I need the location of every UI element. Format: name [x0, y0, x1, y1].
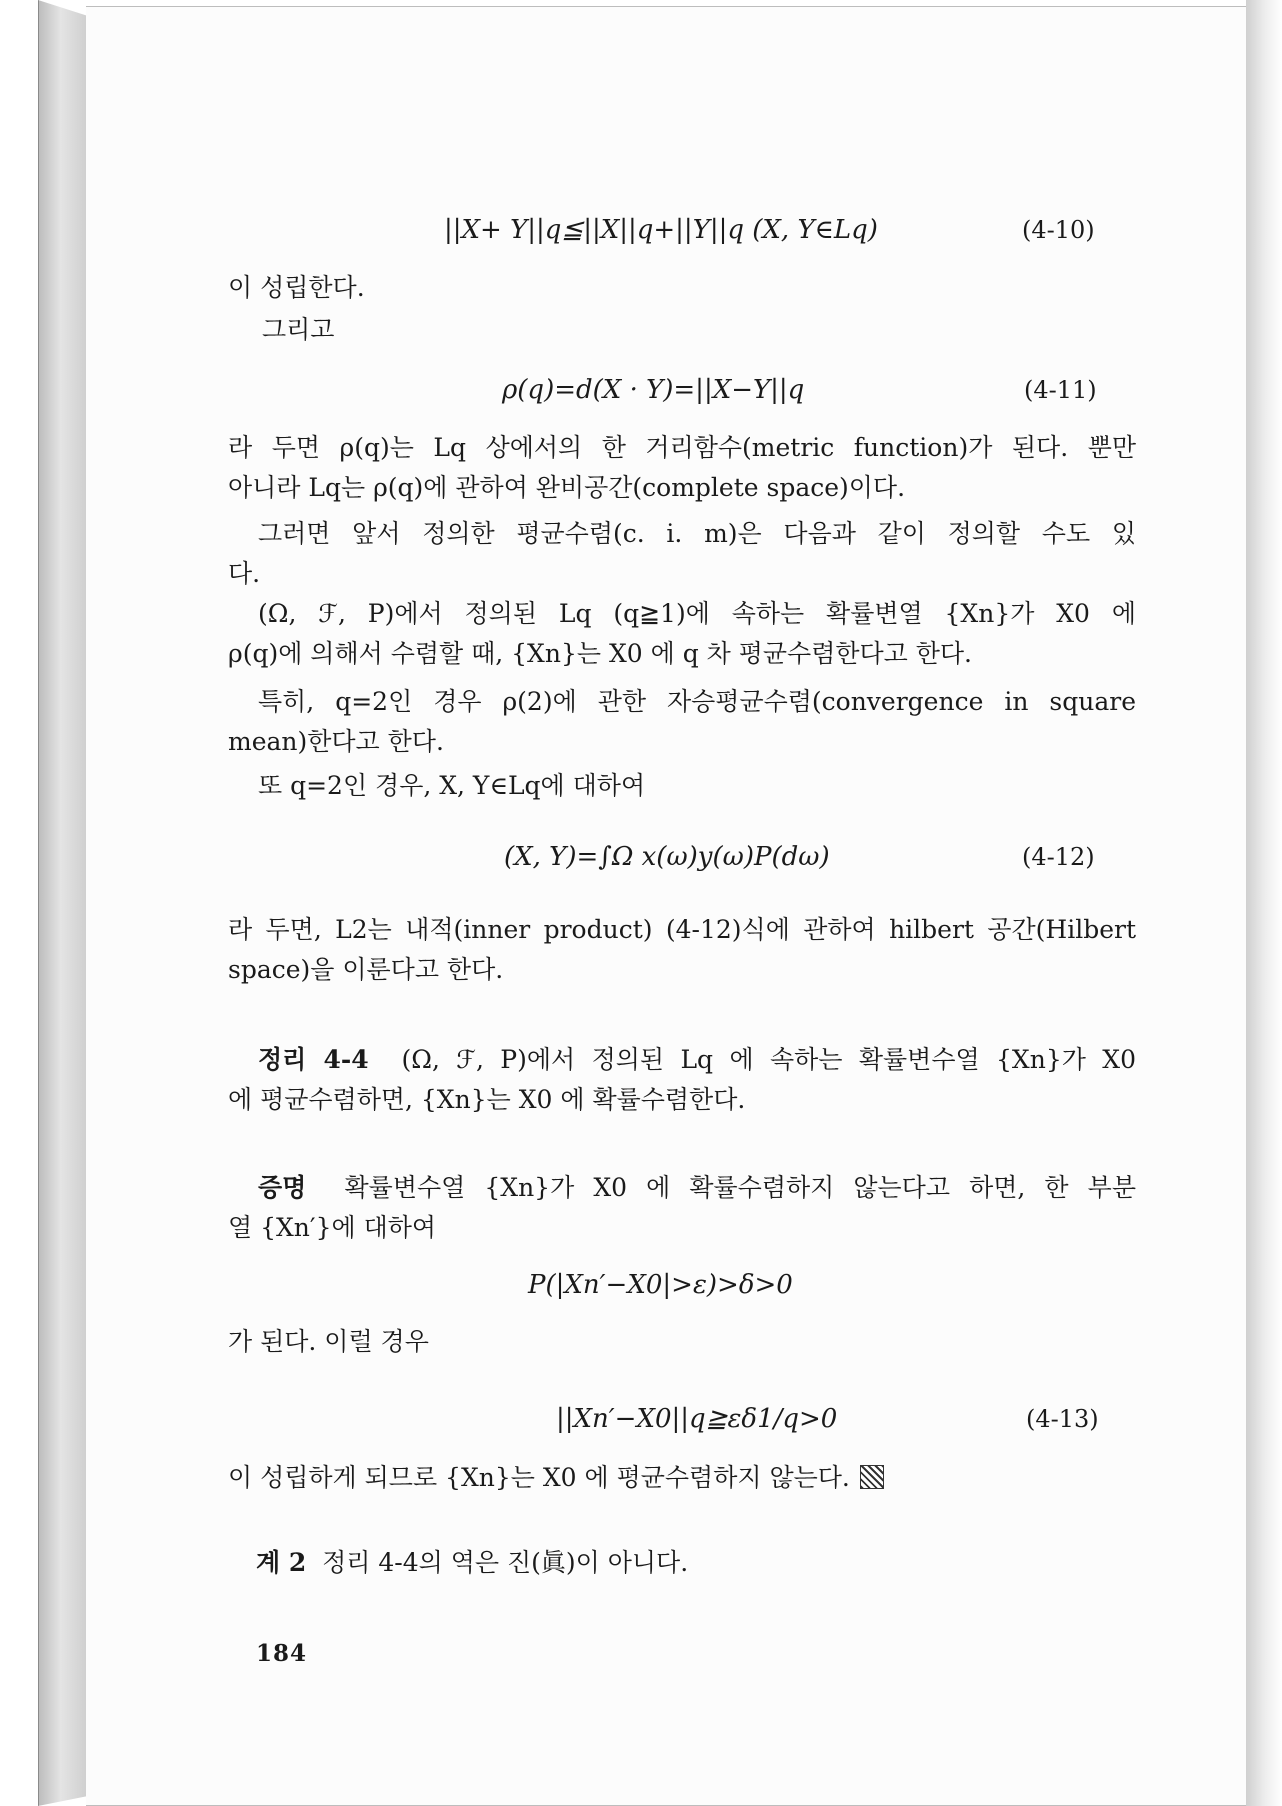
paragraph-definition: [228, 514, 1136, 594]
theorem-line: 에 평균수렴하면, {Xn}는 X0 에 확률수렴한다.: [228, 1085, 746, 1114]
paragraph-line: (Ω, ℱ, P)에서 정의된 Lq (q≧1)에 속하는 확률변열 {Xn}가 X0 에: [258, 599, 1136, 628]
paragraph-line: [228, 1461, 884, 1495]
equation-4-13: ||Xn′−X0||q≧εδ1/q>0: [556, 1404, 838, 1434]
equation-number-4-12: (4-12): [1022, 843, 1095, 871]
page-number: 184: [256, 1640, 308, 1667]
equation-number-4-11: (4-11): [1024, 376, 1097, 404]
paragraph-metric: [228, 428, 1136, 508]
proof-block: [228, 1168, 1136, 1248]
proof-conclusion: 이 성립하게 되므로 {Xn}는 X0 에 평균수렴하지 않는다.: [228, 1463, 850, 1492]
equation-proof-probability: P(|Xn′−X0|>ε)>δ>0: [528, 1270, 793, 1300]
corollary-text: 정리 4-4의 역은 진(眞)이 아니다.: [322, 1548, 689, 1577]
paragraph-square-mean: [228, 682, 1136, 762]
paragraph-line: space)을 이룬다고 한다.: [228, 955, 504, 984]
paragraph-line: 또 q=2인 경우, X, Y∈Lq에 대하여: [258, 771, 646, 800]
paragraph-line: 이 성립한다.: [228, 273, 365, 302]
equation-4-10: ||X+ Y||q≦||X||q+||Y||q (X, Y∈Lq): [444, 215, 878, 245]
paragraph-line: 특히, q=2인 경우 ρ(2)에 관한 자승평균수렴(convergence in square: [258, 687, 1136, 716]
paragraph-line: 가 된다. 이럴 경우: [228, 1327, 429, 1356]
theorem-text: (Ω, ℱ, P)에서 정의된 Lq 에 속하는 확률변수열 {Xn}가 X0: [401, 1045, 1136, 1074]
proof-text: 확률변수열 {Xn}가 X0 에 확률수렴하지 않는다고 하면, 한 부분: [344, 1173, 1136, 1202]
proof-line: [228, 1168, 1136, 1208]
theorem-line: [228, 1040, 1136, 1080]
paragraph-line: 그러면 앞서 정의한 평균수렴(c. i. m)은 다음과 같이 정의할 수도 있: [258, 519, 1136, 548]
proof-label: 증명: [258, 1173, 307, 1202]
equation-4-11: ρ(q)=d(X · Y)=||X−Y||q: [502, 375, 805, 405]
paragraph-line: 다.: [228, 559, 261, 588]
paragraph-line: ρ(q)에 의해서 수렴할 때, {Xn}는 X0 에 q 차 평균수렴한다고 한다.: [228, 639, 972, 668]
equation-4-12: (X, Y)=∫Ω x(ω)y(ω)P(dω): [504, 842, 830, 872]
qed-symbol-icon: [860, 1465, 884, 1489]
page-shadow: [1246, 0, 1282, 1806]
proof-line: 열 {Xn′}에 대하여: [228, 1213, 437, 1242]
paragraph-line: 라 두면, L2는 내적(inner product) (4-12)식에 관하여 hilbert 공간(Hilbert: [228, 915, 1136, 944]
corollary-label: 계 2: [256, 1548, 307, 1577]
paragraph-line: 라 두면 ρ(q)는 Lq 상에서의 한 거리함수(metric function)가 된다. 뿐만: [228, 433, 1136, 462]
paragraph-hilbert: [228, 910, 1136, 990]
book-spine-edge: [38, 0, 88, 1806]
equation-number-4-10: (4-10): [1022, 216, 1095, 244]
paragraph-line: mean)한다고 한다.: [228, 727, 444, 756]
corollary-2: [256, 1546, 688, 1580]
equation-number-4-13: (4-13): [1026, 1405, 1099, 1433]
theorem-4-4: [228, 1040, 1136, 1120]
paragraph-line: 아니라 Lq는 ρ(q)에 관하여 완비공간(complete space)이다.: [228, 473, 906, 502]
theorem-label: 정리 4-4: [258, 1045, 369, 1074]
paragraph-convergence: [228, 594, 1136, 674]
paragraph-line: 그리고: [262, 315, 335, 344]
